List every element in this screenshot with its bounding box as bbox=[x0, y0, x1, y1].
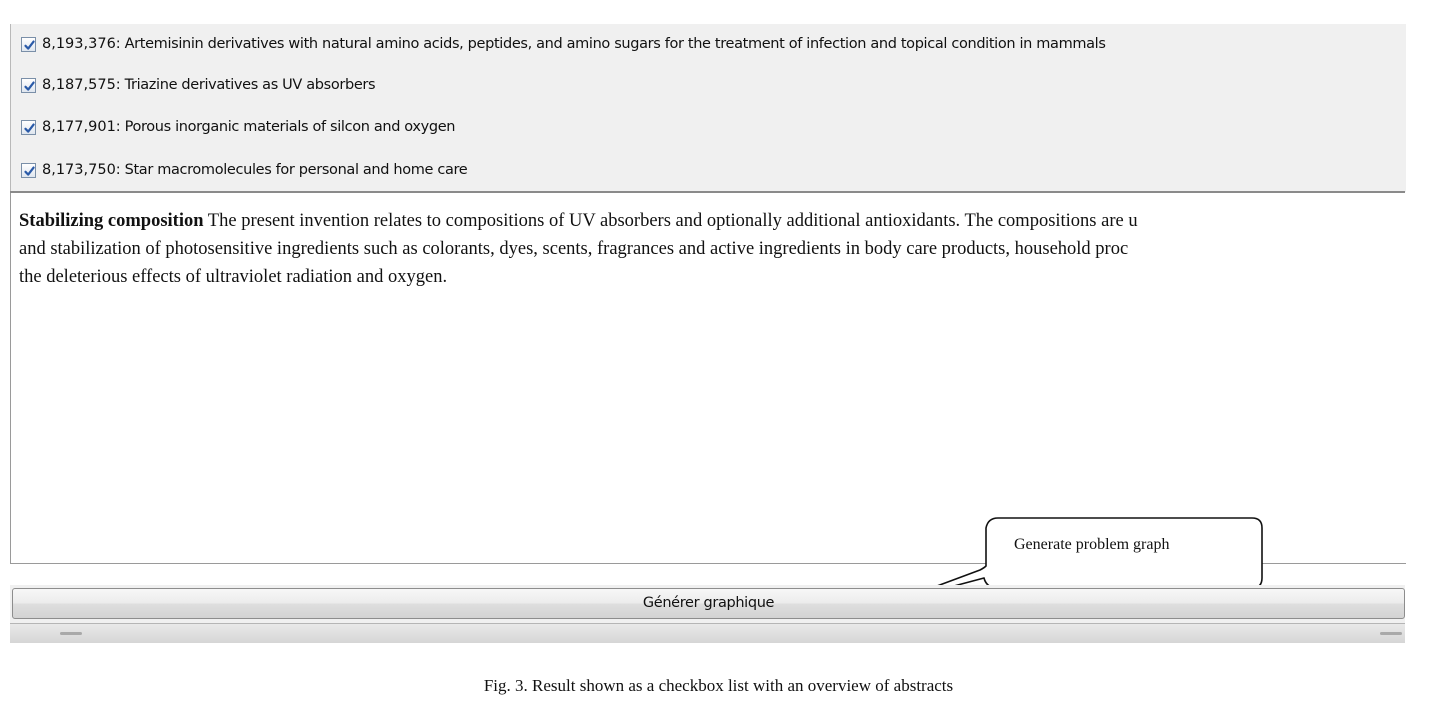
patent-separator: : bbox=[115, 77, 125, 93]
figure-caption: Fig. 3. Result shown as a checkbox list with an overview of abstracts bbox=[483, 676, 954, 695]
patent-title: Triazine derivatives as UV absorbers bbox=[124, 77, 376, 93]
callout-text: Generate problem graph bbox=[1014, 536, 1170, 553]
patent-separator: : bbox=[115, 36, 125, 52]
abstract-line-2: and stabilization of photosensitive ingredients such as colorants, dyes, scents, fragrances and active ingredients in body care products, household proc bbox=[19, 239, 1129, 259]
patent-number: 8,173,750 bbox=[42, 162, 116, 178]
abstract-panel bbox=[10, 193, 1406, 564]
checkbox[interactable] bbox=[21, 37, 36, 52]
checkbox[interactable] bbox=[21, 163, 36, 178]
generate-graph-button[interactable]: Générer graphique bbox=[12, 588, 1405, 619]
patent-checkbox-list bbox=[10, 24, 1406, 192]
grip-handle-right[interactable] bbox=[1380, 632, 1402, 635]
grip-handle-left[interactable] bbox=[60, 632, 82, 635]
patent-title: Star macromolecules for personal and home care bbox=[124, 162, 468, 178]
checkbox[interactable] bbox=[21, 120, 36, 135]
patent-title: Porous inorganic materials of silcon and oxygen bbox=[124, 119, 456, 135]
list-item[interactable] bbox=[21, 74, 375, 96]
top-strip bbox=[0, 0, 1437, 24]
list-item[interactable] bbox=[21, 33, 1106, 55]
abstract-line-3: the deleterious effects of ultraviolet radiation and oxygen. bbox=[19, 267, 448, 287]
abstract-line-1: The present invention relates to compositions of UV absorbers and optionally additional antioxidants. The compositions are u bbox=[203, 211, 1138, 231]
list-item[interactable] bbox=[21, 159, 467, 181]
status-bar bbox=[10, 623, 1405, 643]
patent-number: 8,187,575 bbox=[42, 77, 116, 93]
abstract-text bbox=[19, 207, 1406, 291]
abstract-title: Stabilizing composition bbox=[19, 211, 204, 231]
checkmark-icon bbox=[23, 80, 36, 93]
patent-separator: : bbox=[115, 162, 125, 178]
patent-title: Artemisinin derivatives with natural amino acids, peptides, and amino sugars for the treatment of infection and topical condition in mammals bbox=[124, 36, 1106, 52]
checkbox[interactable] bbox=[21, 78, 36, 93]
patent-number: 8,193,376 bbox=[42, 36, 116, 52]
checkmark-icon bbox=[23, 165, 36, 178]
checkmark-icon bbox=[23, 122, 36, 135]
button-bar bbox=[10, 585, 1405, 625]
checkmark-icon bbox=[23, 39, 36, 52]
patent-number: 8,177,901 bbox=[42, 119, 116, 135]
patent-separator: : bbox=[115, 119, 125, 135]
abstract-line bbox=[19, 207, 1406, 235]
list-item[interactable] bbox=[21, 116, 455, 138]
